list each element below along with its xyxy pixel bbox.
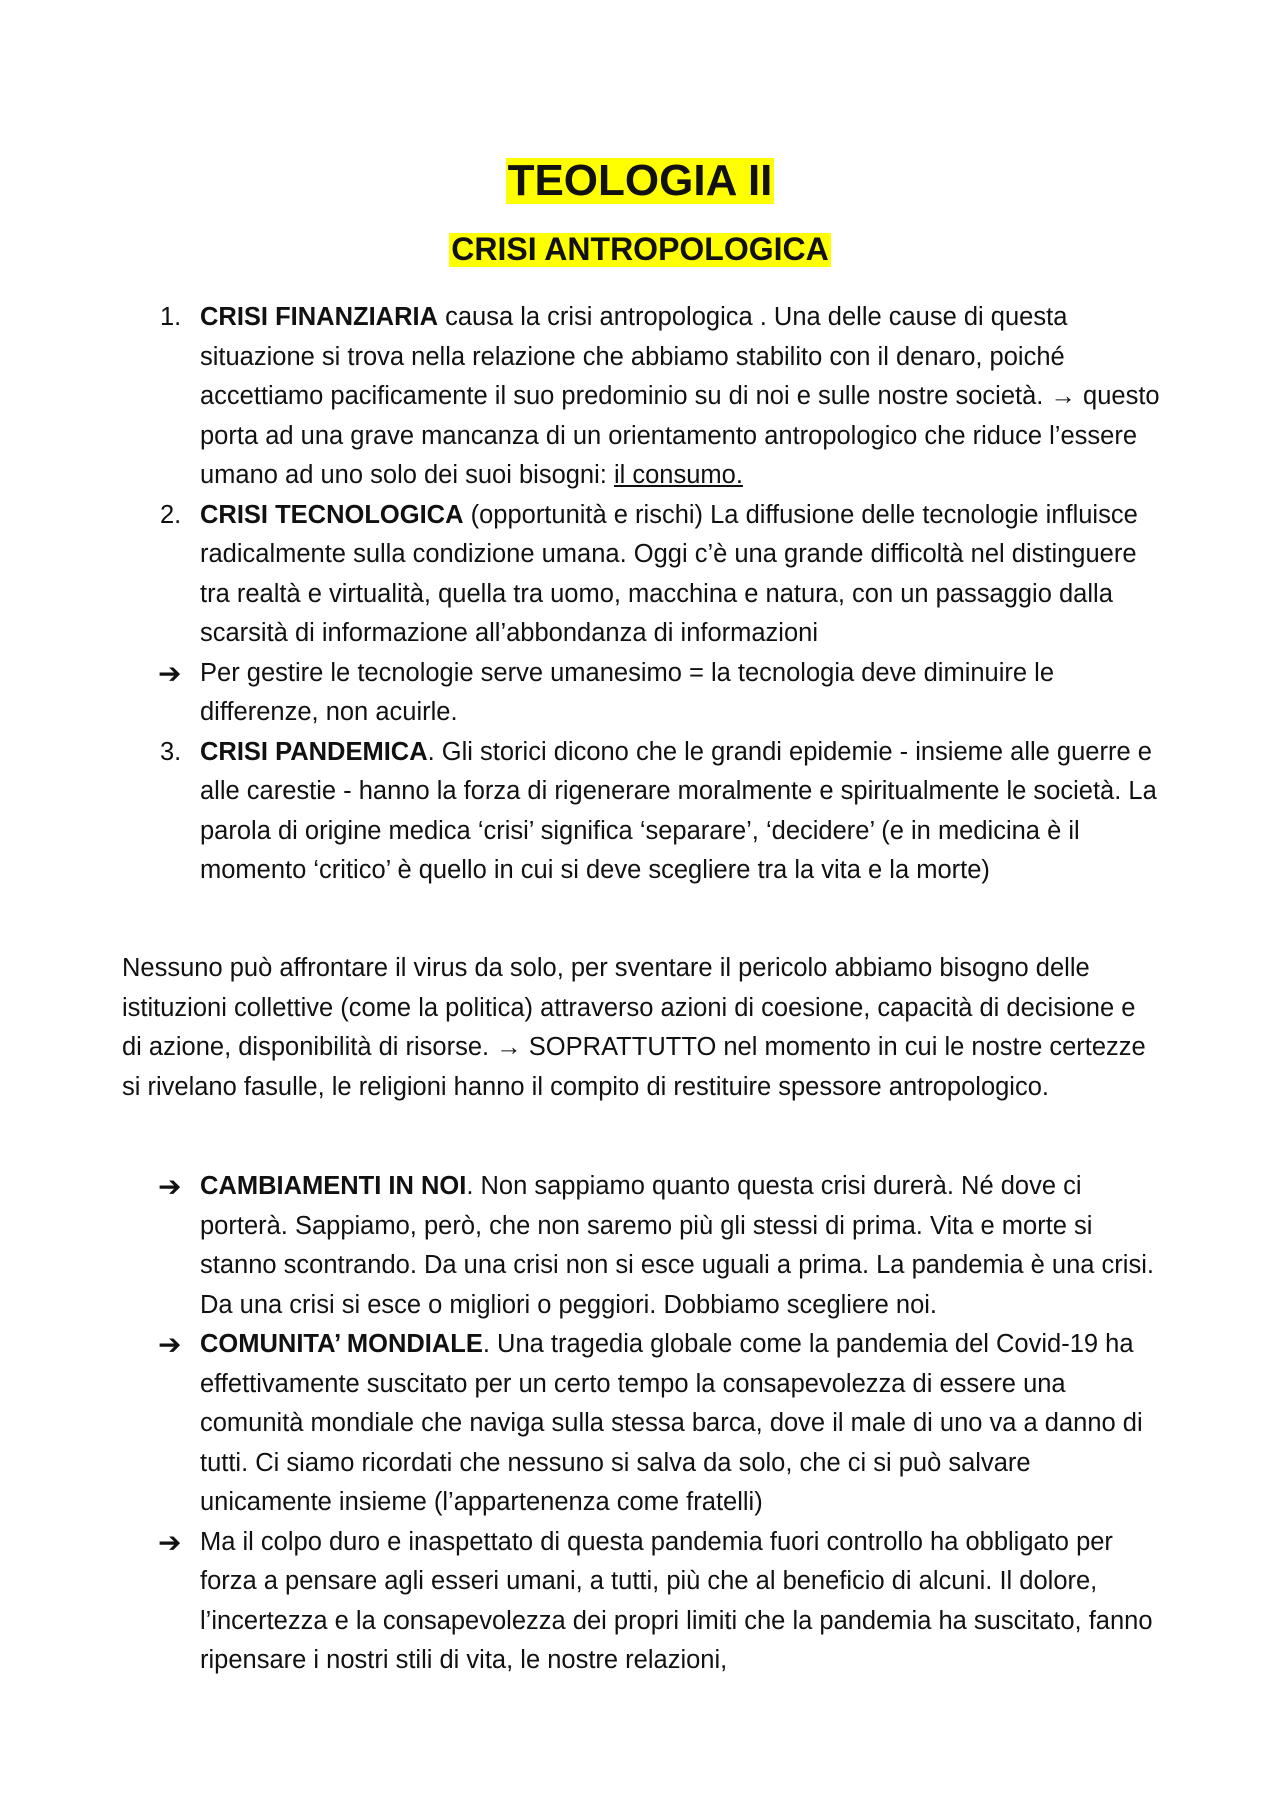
arrow-bullet-icon: ➔ <box>158 1329 182 1360</box>
item-text: Ma il colpo duro e inaspettato di questa pandemia fuori controllo ha obbligato per forza a pensare agli esseri umani, a tutti, più che al beneficio di alcuni. Il dolore, l’incertezza e la consapevolezza dei propri limiti che la pandemia ha suscitato, fanno ripensare i nostri stili di vita, le nostre relazioni, <box>200 1527 1153 1674</box>
item-heading: CAMBIAMENTI IN NOI <box>200 1172 467 1200</box>
item-heading: CRISI PANDEMICA <box>200 737 428 766</box>
list-item-pandemica <box>0 733 1280 891</box>
document-subtitle: CRISI ANTROPOLOGICA <box>451 231 829 267</box>
title-container <box>0 158 1280 204</box>
item-text: (opportunità e rischi) La diffusione delle tecnologie influisce radicalmente sulla condizione umana. Oggi c’è una grande difficoltà nel distinguere tra realtà e virtualità, quella tra uomo, macchina e natura, con un passaggio dalla scarsità di informazione all’abbondanza di informazioni <box>200 500 1138 647</box>
list-item-tecnologica <box>0 496 1280 654</box>
item-text: . Una tragedia globale come la pandemia del Covid-19 ha effettivamente suscitato per un certo tempo la consapevolezza di essere una comunità mondiale che naviga sulla stessa barca, dove il male di uno va a danno di tutti. Ci siamo ricordati che nessuno si salva da solo, che ci si può salvare unicamente insieme (l’appartenenza come fratelli) <box>200 1330 1143 1516</box>
item-text-continued: questo porta ad una grave mancanza di un orientamento antropologico che riduce l’essere umano ad uno solo dei suoi bisogni: <box>200 382 1160 489</box>
underlined-text: il consumo. <box>613 461 743 489</box>
subtitle-container <box>0 233 1280 267</box>
arrow-bullet-icon: ➔ <box>158 657 182 689</box>
arrow-bullet-icon: ➔ <box>158 1171 182 1202</box>
paragraph-text-continued: SOPRATTUTTO nel momento in cui le nostre certezze si rivelano fasulle, le religioni hanno il compito di restituire spessore antropologico. <box>122 1033 1146 1101</box>
paragraph-text: Nessuno può affrontare il virus da solo, per sventare il pericolo abbiamo bisogno delle istituzioni collettive (come la politica) attraverso azioni di coesione, capacità di decisione e di azione, disponibilità di risorse. <box>122 954 1136 1061</box>
list-number: 3. <box>160 737 182 766</box>
item-text: Per gestire le tecnologie serve umanesimo = la tecnologia deve diminuire le differenze, non acuirle. <box>200 658 1055 726</box>
list-item-comunita <box>0 1325 1280 1523</box>
list-number: 1. <box>160 303 182 331</box>
item-text: causa la crisi antropologica . Una delle cause di questa situazione si trova nella relazione che abbiamo stabilito con il denaro, poiché accettiamo pacificamente il suo predominio su di noi e sulle nostre società. <box>200 303 1068 410</box>
document-title: TEOLOGIA II <box>507 156 773 205</box>
list-item-arrow-note <box>0 654 1280 733</box>
list-item-finanziaria <box>0 298 1280 496</box>
body-paragraph <box>0 949 1280 1107</box>
list-item-cambiamenti <box>0 1167 1280 1325</box>
arrow-right-icon: → <box>1050 382 1076 410</box>
crisis-list <box>0 298 1280 891</box>
item-heading: COMUNITA’ MONDIALE <box>200 1330 483 1358</box>
item-heading: CRISI FINANZIARIA <box>200 303 438 331</box>
list-item-colpo <box>0 1523 1280 1681</box>
item-text: . Gli storici dicono che le grandi epidemie - insieme alle guerre e alle carestie - hanno la forza di rigenerare moralmente e spiritualmente le società. La parola di origine medica ‘crisi’ significa ‘separare’, ‘decidere’ (e in medicina è il momento ‘critico’ è quello in cui si deve scegliere tra la vita e la morte) <box>200 737 1157 884</box>
item-text: . Non sappiamo quanto questa crisi durerà. Né dove ci porterà. Sappiamo, però, che non saremo più gli stessi di prima. Vita e morte si stanno scontrando. Da una crisi non si esce uguali a prima. La pandemia è una crisi. Da una crisi si esce o migliori o peggiori. Dobbiamo scegliere noi. <box>200 1172 1154 1319</box>
arrow-right-icon: → <box>496 1033 522 1061</box>
arrow-list <box>0 1167 1280 1681</box>
item-heading: CRISI TECNOLOGICA <box>200 500 464 529</box>
arrow-bullet-icon: ➔ <box>158 1526 182 1558</box>
list-number: 2. <box>160 500 182 529</box>
